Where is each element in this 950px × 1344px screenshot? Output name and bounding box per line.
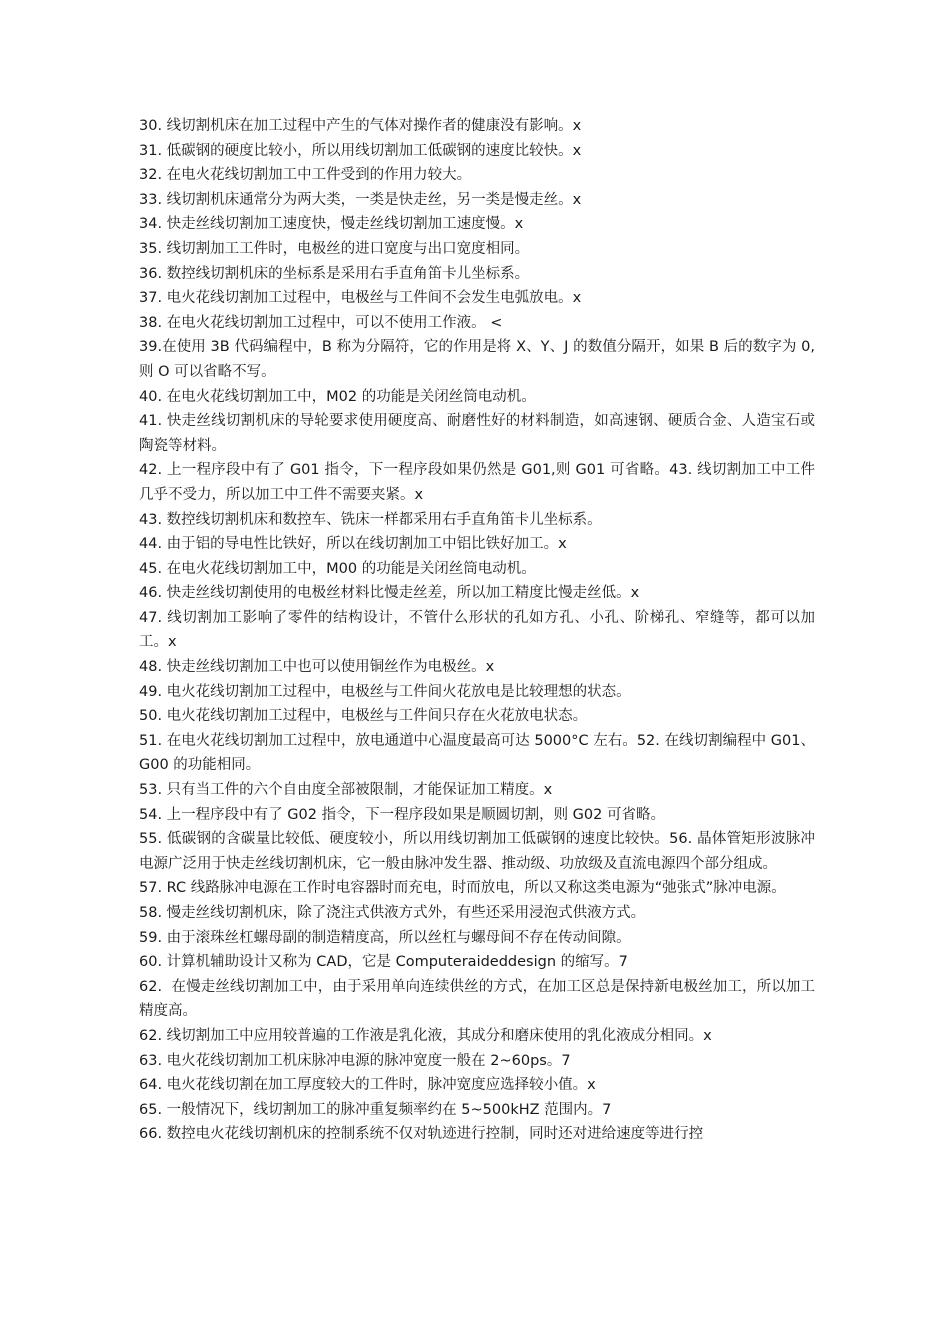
question-text: 电火花线切割加工机床脉冲电源的脉冲宽度一般在 2~60ps。7 xyxy=(162,1052,571,1069)
question-number: 40. xyxy=(139,388,163,405)
question-text: 慢走丝线切割机床，除了浇注式供液方式外，有些还采用浸泡式供液方式。 xyxy=(162,905,646,921)
question-number: 51. xyxy=(139,732,163,749)
question-text: 在电火花线切割加工过程中，放电通道中心温度最高可达 5000°C 左右。52. 在线切割编程中 G01、G00 的功能相同。 xyxy=(139,732,815,774)
question-text: 低碳钢的含碳量比较低、硬度较小，所以用线切割加工低碳钢的速度比较快。56. 晶体管矩形波脉冲电源广泛用于快走丝线切割机床，它一般由脉冲发生器、推动级、功放级及直流电源四个部分组成。 xyxy=(139,831,815,872)
question-item xyxy=(139,975,815,1024)
question-item xyxy=(139,409,815,458)
question-number: 34. xyxy=(139,216,163,233)
question-item xyxy=(139,385,815,410)
question-text: 线切割机床通常分为两大类，一类是快走丝，另一类是慢走丝。x xyxy=(162,191,582,208)
question-item xyxy=(139,139,815,164)
question-item xyxy=(139,532,815,557)
question-item xyxy=(139,704,815,729)
question-number: 39. xyxy=(139,339,163,356)
question-number: 47. xyxy=(139,609,163,626)
question-item xyxy=(139,1024,815,1049)
question-number: 49. xyxy=(139,683,163,700)
question-number: 60. xyxy=(139,954,163,971)
question-item xyxy=(139,876,815,901)
question-text: 线切割加工工件时，电极丝的进口宽度与出口宽度相同。 xyxy=(162,240,530,257)
question-item xyxy=(139,1049,815,1074)
question-text: 电火花线切割加工过程中，电极丝与工件间不会发生电弧放电。x xyxy=(162,290,582,307)
question-number: 59. xyxy=(139,929,163,946)
question-item xyxy=(139,1122,815,1147)
question-number: 55. xyxy=(139,831,163,848)
question-number: 32. xyxy=(139,167,163,184)
question-number: 57. xyxy=(139,880,163,897)
question-item xyxy=(139,827,815,876)
question-item xyxy=(139,803,815,828)
question-item xyxy=(139,680,815,705)
question-text: 在电火花线切割加工中工件受到的作用力较大。 xyxy=(162,167,472,184)
question-item xyxy=(139,655,815,680)
question-text: 快走丝线切割加工速度快，慢走丝线切割加工速度慢。x xyxy=(162,216,524,233)
question-number: 62. xyxy=(139,1027,163,1044)
question-text: 在电火花线切割加工中，M02 的功能是关闭丝筒电动机。 xyxy=(162,388,536,405)
question-number: 33. xyxy=(139,191,163,208)
question-item xyxy=(139,729,815,778)
question-text: 数控线切割机床的坐标系是采用右手直角笛卡儿坐标系。 xyxy=(162,265,530,282)
question-text: 电火花线切割加工过程中，电极丝与工件间火花放电是比较理想的状态。 xyxy=(162,683,631,700)
question-text: 计算机辅助设计又称为 CAD，它是 Computeraideddesign 的缩写。7 xyxy=(162,954,628,971)
question-item xyxy=(139,212,815,237)
question-text: 电火花线切割加工过程中，电极丝与工件间只存在火花放电状态。 xyxy=(162,708,588,725)
question-item xyxy=(139,114,815,139)
question-text: 由于滚珠丝杠螺母副的制造精度高，所以丝杠与螺母间不存在传动间隙。 xyxy=(162,929,631,946)
question-item xyxy=(139,557,815,582)
question-item xyxy=(139,508,815,533)
question-number: 38. xyxy=(139,314,163,331)
question-text: 在使用 3B 代码编程中，B 称为分隔符，它的作用是将 X、Y、J 的数值分隔开，如果 B 后的数字为 0, 则 O 可以省略不写。 xyxy=(139,339,820,380)
question-number: 45. xyxy=(139,560,163,577)
question-number: 53. xyxy=(139,782,163,799)
question-number: 42. xyxy=(139,462,163,479)
question-number: 37. xyxy=(139,290,163,307)
question-item xyxy=(139,1073,815,1098)
question-number: 62. xyxy=(139,978,163,995)
question-text: 快走丝线切割加工中也可以使用铜丝作为电极丝。x xyxy=(162,659,495,676)
question-item xyxy=(139,458,815,507)
question-text: 一般情况下，线切割加工的脉冲重复频率约在 5~500kHZ 范围内。7 xyxy=(162,1101,612,1118)
question-text: 只有当工件的六个自由度全部被限制，才能保证加工精度。x xyxy=(162,782,553,799)
question-number: 65. xyxy=(139,1101,163,1118)
question-text: 数控线切割机床和数控车、铣床一样都采用右手直角笛卡儿坐标系。 xyxy=(162,511,602,528)
document-body xyxy=(139,114,820,1147)
question-item xyxy=(139,1098,815,1123)
question-number: 58. xyxy=(139,905,163,921)
question-number: 66. xyxy=(139,1126,163,1143)
question-text: 电火花线切割在加工厚度较大的工件时，脉冲宽度应选择较小值。x xyxy=(162,1077,596,1094)
question-item xyxy=(139,606,815,655)
question-text: 数控电火花线切割机床的控制系统不仅对轨迹进行控制，同时还对进给速度等进行控 xyxy=(162,1126,704,1143)
question-item xyxy=(139,237,815,262)
question-number: 46. xyxy=(139,585,163,602)
question-item xyxy=(139,335,820,384)
question-number: 64. xyxy=(139,1077,163,1094)
question-number: 41. xyxy=(139,413,163,430)
question-text: 上一程序段中有了 G01 指令，下一程序段如果仍然是 G01,则 G01 可省略。43. 线切割加工中工件几乎不受力，所以加工中工件不需要夹紧。x xyxy=(139,462,815,503)
question-item xyxy=(139,901,815,926)
question-text: 由于铝的导电性比铁好，所以在线切割加工中铝比铁好加工。x xyxy=(162,536,567,553)
question-number: 63. xyxy=(139,1052,163,1069)
question-item xyxy=(139,262,815,287)
question-text: 快走丝线切割使用的电极丝材料比慢走丝差，所以加工精度比慢走丝低。x xyxy=(162,585,640,602)
question-number: 36. xyxy=(139,265,163,282)
question-number: 50. xyxy=(139,708,163,725)
question-item xyxy=(139,778,815,803)
question-text: RC 线路脉冲电源在工作时电容器时而充电，时而放电，所以又称这类电源为“弛张式”脉冲电源。 xyxy=(162,880,786,897)
question-item xyxy=(139,286,815,311)
question-text: 快走丝线切割机床的导轮要求使用硬度高、耐磨性好的材料制造，如高速钢、硬质合金、人造宝石或陶瓷等材料。 xyxy=(139,413,815,454)
question-text: 在电火花线切割加工过程中，可以不使用工作液。 < xyxy=(162,314,503,331)
question-text: 上一程序段中有了 G02 指令，下一程序段如果是顺圆切割，则 G02 可省略。 xyxy=(162,806,665,823)
question-item xyxy=(139,926,815,951)
question-number: 48. xyxy=(139,659,163,676)
question-item xyxy=(139,311,815,336)
question-number: 44. xyxy=(139,536,163,553)
question-text: 低碳钢的硬度比较小，所以用线切割加工低碳钢的速度比较快。x xyxy=(162,142,582,159)
question-item xyxy=(139,188,815,213)
question-number: 31. xyxy=(139,142,163,159)
question-text: 在慢走丝线切割加工中，由于采用单向连续供丝的方式，在加工区总是保持新电极丝加工，所以加工精度高。 xyxy=(139,978,815,1020)
question-text: 线切割加工影响了零件的结构设计，不管什么形状的孔如方孔、小孔、阶梯孔、窄缝等，都可以加工。x xyxy=(139,609,815,651)
question-item xyxy=(139,163,815,188)
question-number: 43. xyxy=(139,511,163,528)
question-number: 30. xyxy=(139,118,163,134)
question-text: 线切割加工中应用较普遍的工作液是乳化液，其成分和磨床使用的乳化液成分相同。x xyxy=(162,1027,712,1044)
question-item xyxy=(139,950,815,975)
question-number: 54. xyxy=(139,806,163,823)
question-text: 线切割机床在加工过程中产生的气体对操作者的健康没有影响。x xyxy=(162,118,582,134)
question-item xyxy=(139,581,815,606)
question-text: 在电火花线切割加工中，M00 的功能是关闭丝筒电动机。 xyxy=(162,560,536,577)
question-number: 35. xyxy=(139,240,163,257)
